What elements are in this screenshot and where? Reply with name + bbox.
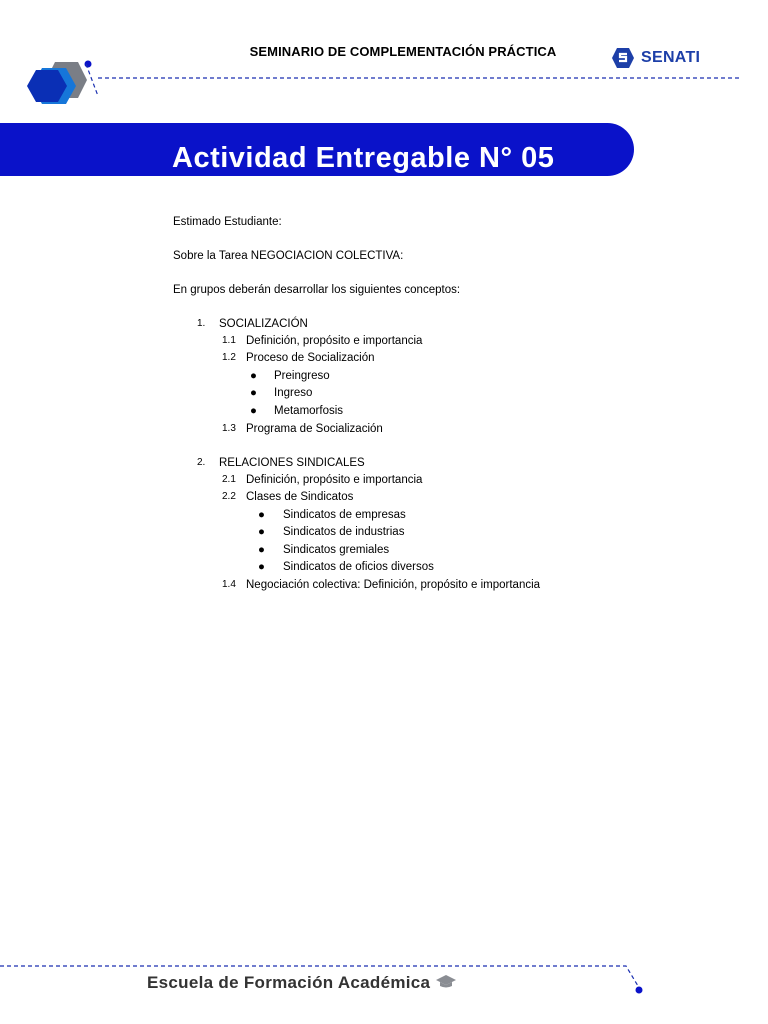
bullet-text: Ingreso (274, 387, 313, 399)
item-number: 2.1 (222, 474, 236, 485)
header-title: SEMINARIO DE COMPLEMENTACIÓN PRÁCTICA (249, 44, 557, 59)
senati-logo (611, 47, 700, 69)
item-number: 1.2 (222, 352, 236, 363)
bullet-icon: ● (258, 561, 265, 573)
item-number: 1.4 (222, 579, 236, 590)
section-number: 2. (197, 457, 206, 468)
item-number: 1.1 (222, 335, 236, 346)
item-label: Programa de Socialización (246, 423, 383, 435)
bullet-text: Sindicatos de industrias (283, 526, 405, 538)
task-text: Sobre la Tarea NEGOCIACION COLECTIVA: (173, 250, 404, 262)
item-label: Negociación colectiva: Definición, propósito e importancia (246, 579, 541, 591)
bullet-icon: ● (258, 526, 265, 538)
section-title: SOCIALIZACIÓN (219, 318, 308, 330)
bullet-text: Sindicatos de oficios diversos (283, 561, 434, 573)
bullet-text: Metamorfosis (274, 405, 344, 417)
page-title: Actividad Entregable N° 05 (172, 142, 555, 174)
item-number: 2.2 (222, 491, 236, 502)
item-label: Clases de Sindicatos (246, 491, 354, 503)
bullet-text: Preingreso (274, 370, 330, 382)
instruction-text: En grupos deberán desarrollar los siguientes conceptos: (173, 284, 461, 296)
bullet-icon: ● (250, 405, 257, 417)
footer-text: Escuela de Formación Académica (147, 973, 431, 992)
senati-s-icon (611, 47, 635, 69)
footer-school-name (147, 973, 457, 993)
item-label: Proceso de Socialización (246, 352, 375, 364)
item-label: Definición, propósito e importancia (246, 474, 423, 486)
item-label: Definición, propósito e importancia (246, 335, 423, 347)
bullet-text: Sindicatos de empresas (283, 509, 406, 521)
section-title: RELACIONES SINDICALES (219, 457, 365, 469)
bullet-icon: ● (258, 544, 265, 556)
bullet-text: Sindicatos gremiales (283, 544, 390, 556)
graduation-cap-icon (435, 974, 457, 990)
bullet-icon: ● (250, 387, 257, 399)
section-number: 1. (197, 318, 206, 329)
greeting-text: Estimado Estudiante: (173, 216, 282, 228)
bullet-icon: ● (258, 509, 265, 521)
brand-name: SENATI (641, 49, 701, 66)
bullet-icon: ● (250, 370, 257, 382)
item-number: 1.3 (222, 423, 236, 434)
